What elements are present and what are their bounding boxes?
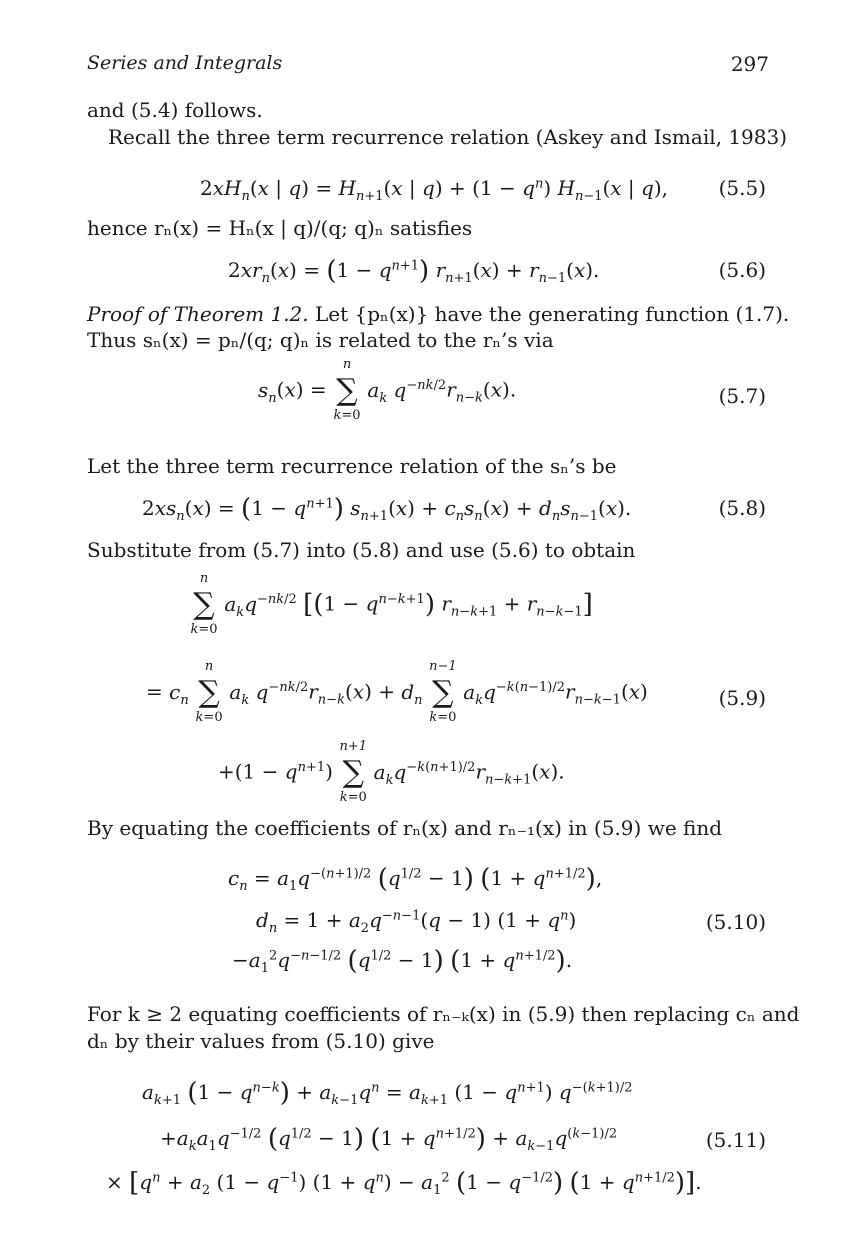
equation-number-5-10: (5.10) [705, 910, 766, 934]
equation-5-11-line-2: $+a_ka_1q^{-1/2}$ $(q^{1/2} - 1) (1 + q^{n+1/2}) + a_{k-1}q^{(k-1)/2}$ [160, 1124, 618, 1154]
equation-number-5-11: (5.11) [705, 1128, 766, 1152]
paragraph-for-k: For k ≥ 2 equating coefficients of rₙ₋ₖ(x) in (5.9) then replacing cₙ and [87, 1002, 800, 1026]
equation-5-9-line-1: n ∑ k=0 $a_kq^{-nk/2}$ [$(1 - q^{n-k+1})$ $r_{n-k+1} + r_{n-k-1}$] [190, 571, 593, 637]
paragraph-substitute: Substitute from (5.7) into (5.8) and use (5.6) to obtain [87, 538, 636, 562]
paragraph-thus: Thus sₙ(x) = pₙ/(q; q)ₙ is related to the rₙ’s via [87, 328, 554, 352]
paragraph-proof [87, 304, 789, 324]
paragraph-equating: By equating the coefficients of rₙ(x) and rₙ₋₁(x) in (5.9) we find [87, 816, 723, 840]
running-title: Series and Integrals [87, 52, 283, 74]
equation-5-11-line-3: × [$q^n + a_2$ $(1 - q^{-1})$ $(1 + q^n) - a_1^2$ $(1 - q^{-1/2})$ $(1 + q^{n+1/2})$]. [106, 1168, 702, 1198]
paragraph-for-k-cont: dₙ by their values from (5.10) give [87, 1029, 435, 1053]
paragraph-and-follows: and (5.4) follows. [87, 98, 263, 122]
paragraph-recall: Recall the three term recurrence relation (Askey and Ismail, 1983) [108, 125, 788, 149]
equation-number-5-7: (5.7) [718, 384, 766, 408]
equation-5-6: $2xr_n(x) = (1 - q^{n+1}) r_{n+1}(x) + r_{n-1}(x)$. [228, 256, 600, 286]
page-number: 297 [730, 52, 769, 76]
equation-5-7: $s_n(x)$ = n ∑ k=0 $a_k$ $q^{-nk/2}r_{n-k}(x)$. [258, 357, 517, 423]
equation-number-5-9: (5.9) [718, 686, 766, 710]
equation-number-5-8: (5.8) [718, 496, 766, 520]
equation-5-9-line-2: = $c_n$ n ∑ k=0 $a_k$ $q^{-nk/2}r_{n-k}(x) + d_n$ n−1 ∑ k=0 $a_kq^{-k(n-1)/2}r_{n-k-1}(x)$ [146, 659, 648, 725]
paragraph-let: Let the three term recurrence relation of the sₙ’s be [87, 454, 617, 478]
page-header [87, 52, 769, 82]
equation-5-9-line-3: $+(1 - q^{n+1})$ n+1 ∑ k=0 $a_kq^{-k(n+1)/2}r_{n-k+1}(x)$. [218, 739, 565, 805]
equation-5-10-line-2: $d_n = 1 + a_2q^{-n-1}(q - 1) (1 + q^n)$ [256, 908, 577, 936]
equation-number-5-5: (5.5) [718, 176, 766, 200]
equation-5-10-line-1: $c_n = a_1q^{-(n+1)/2}$ $(q^{1/2} - 1) (1 + q^{n+1/2})$, [228, 864, 603, 894]
equation-5-10-line-3: $-a_1^2q^{-n-1/2}$ $(q^{1/2} - 1) (1 + q^{n+1/2})$. [232, 946, 573, 976]
equation-number-5-6: (5.6) [718, 258, 766, 282]
paragraph-hence: hence rₙ(x) = Hₙ(x | q)/(q; q)ₙ satisfies [87, 216, 473, 240]
proof-text: Let {pₙ(x)} have the generating function (1.7). [315, 302, 790, 326]
proof-heading: Proof of Theorem 1.2. [87, 302, 309, 326]
equation-5-11-line-1: $a_{k+1}$ $(1 - q^{n-k}) + a_{k-1}q^n = a_{k+1}$ $(1 - q^{n+1})$ $q^{-(k+1)/2}$ [142, 1078, 633, 1108]
equation-5-8: $2xs_n(x) = (1 - q^{n+1}) s_{n+1}(x) + c_ns_n(x) + d_ns_{n-1}(x)$. [142, 494, 632, 524]
equation-5-5: $2xH_n(x$ | $q) = H_{n+1}(x$ | $q) + (1 - q^n)$ $H_{n-1}(x$ | q), [200, 176, 669, 204]
